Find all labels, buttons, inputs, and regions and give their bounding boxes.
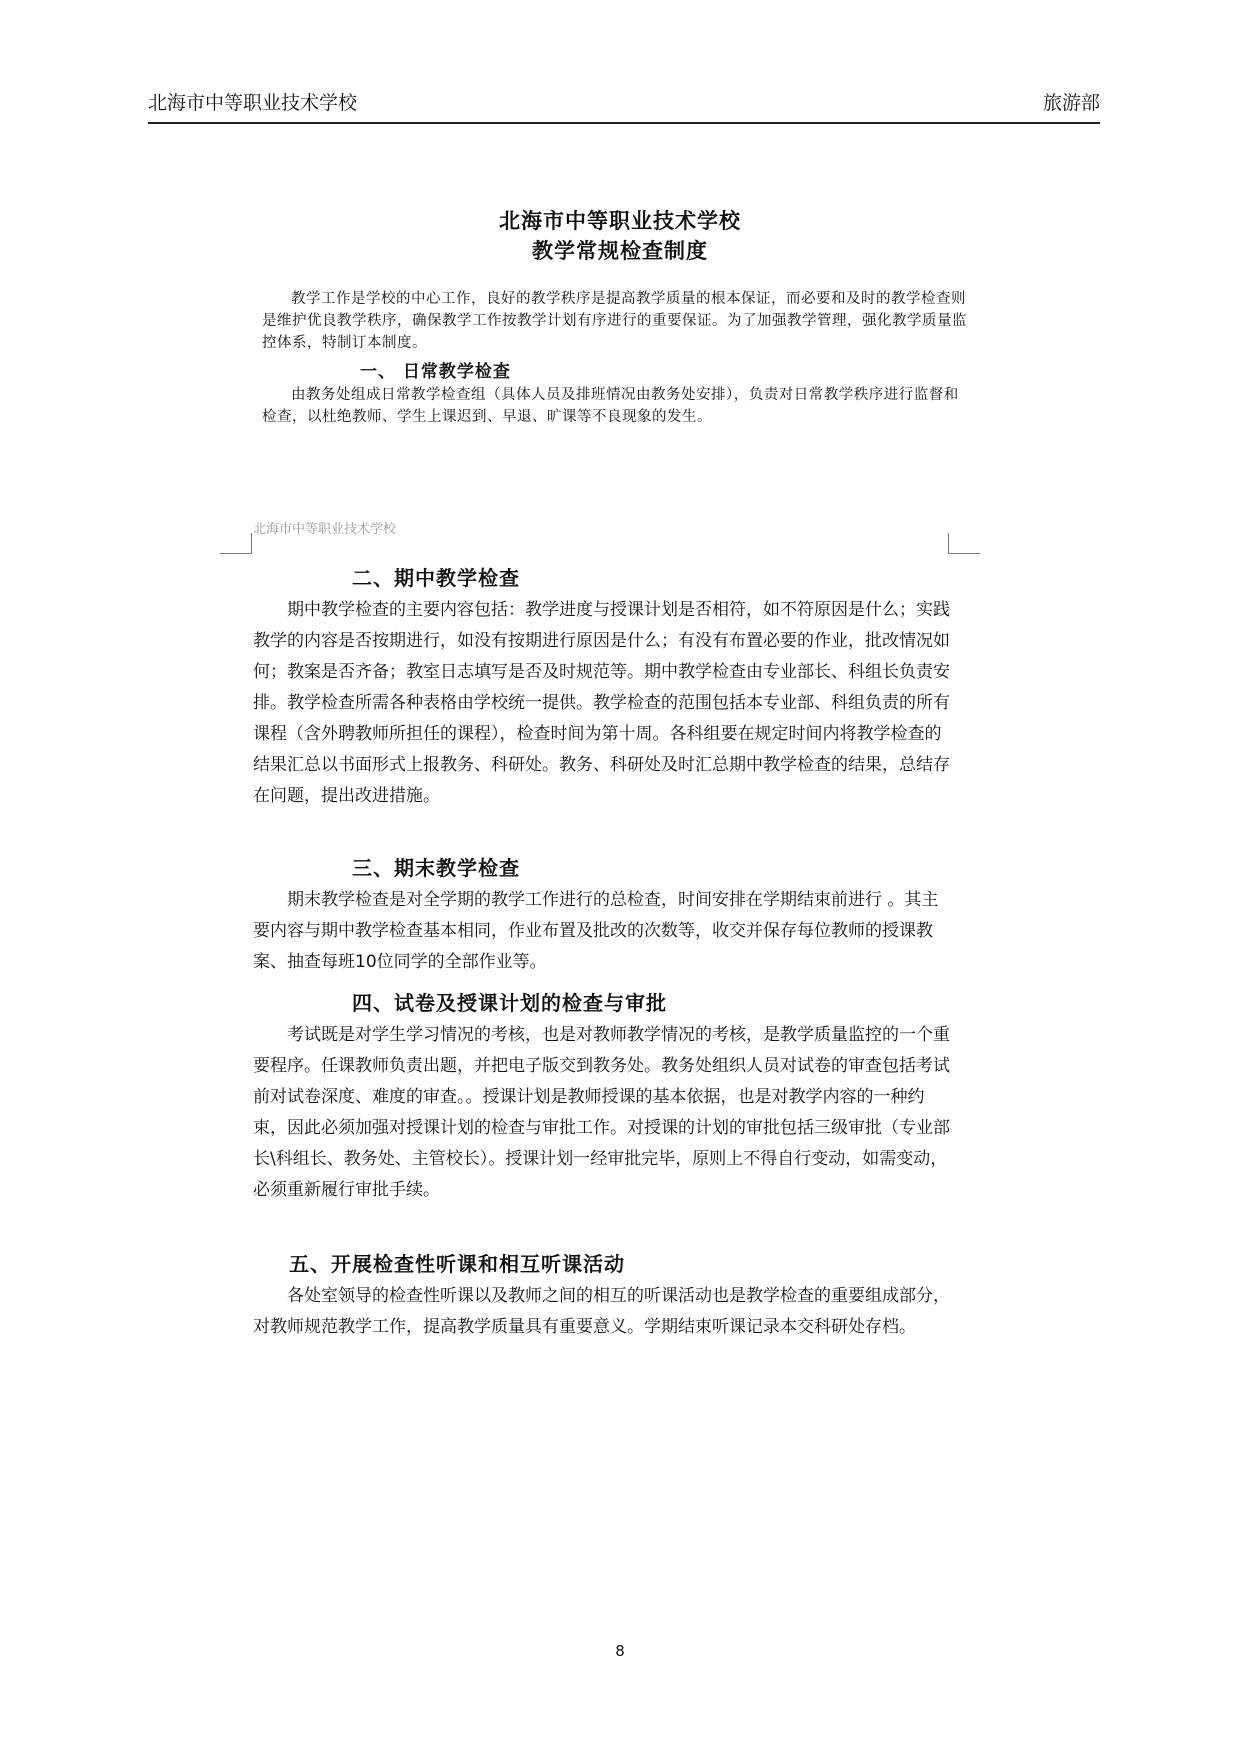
document-title-line2: 教学常规检查制度 — [532, 239, 708, 263]
section4-heading: 四、试卷及授课计划的检查与审批 — [352, 991, 667, 1015]
document-title-line1: 北海市中等职业技术学校 — [499, 209, 741, 233]
section3-heading: 三、期末教学检查 — [352, 856, 520, 880]
section2-body: 期中教学检查的主要内容包括：教学进度与授课计划是否相符，如不符原因是什么；实践教学的内容是否按期进行，如没有按期进行原因是什么；有没有布置必要的作业，批改情况如何；教案是否齐备；教室日志填写是否及时规范等。期中教学检查由专业部长、科组长负责安排。教学检查所需各种表格由学校统一提供。教学检查的范围包括本专业部、科组负责的所有课程（含外聘教师所担任的课程），检查时间为第十周。各科组要在规定时间内将教学检查的结果汇总以书面形式上报教务、科研处。教务、科研处及时汇总期中教学检查的结果，总结存在问题，提出改进措施。 — [253, 600, 950, 806]
page-number: 8 — [615, 1642, 625, 1660]
crop-mark-right-vertical — [948, 533, 949, 554]
crop-mark-left-vertical — [251, 533, 252, 554]
crop-mark-right — [948, 553, 980, 554]
section1-body: 由教务处组成日常教学检查组（具体人员及排班情况由教务处安排），负责对日常教学秩序进行监督和检查，以杜绝教师、学生上课迟到、早退、旷课等不良现象的发生。 — [262, 387, 959, 425]
page-header — [148, 88, 1100, 124]
header-school-name: 北海市中等职业技术学校 — [148, 92, 358, 114]
section5-heading: 五、开展检查性听课和相互听课活动 — [289, 1252, 625, 1276]
intro-paragraph: 教学工作是学校的中心工作，良好的教学秩序是提高教学质量的根本保证，而必要和及时的教学检查则是维护优良教学秩序，确保教学工作按教学计划有序进行的重要保证。为了加强教学管理，强化教学质量监控体系，特制订本制度。 — [262, 291, 967, 351]
section2-heading: 二、期中教学检查 — [352, 566, 520, 590]
section1-heading: 一、 日常教学检查 — [360, 362, 511, 382]
crop-mark-left — [220, 553, 252, 554]
section4-body: 考试既是对学生学习情况的考核，也是对教师教学情况的考核，是教学质量监控的一个重要程序。任课教师负责出题，并把电子版交到教务处。教务处组织人员对试卷的审查包括考试前对试卷深度、难度的审查。。授课计划是教师授课的基本依据，也是对教学内容的一种约束，因此必须加强对授课计划的检查与审批工作。对授课的计划的审批包括三级审批（专业部长\科组长、教务处、主管校长）。授课计划一经审批完毕，原则上不得自行变动，如需变动，必须重新履行审批手续。 — [253, 1025, 950, 1200]
section3-body: 期末教学检查是对全学期的教学工作进行的总检查，时间安排在学期结束前进行 。其主要内容与期中教学检查基本相同，作业布置及批改的次数等，收交并保存每位教师的授课教案、抽查每班10位同学的全部作业等。 — [253, 890, 939, 972]
header-department: 旅游部 — [1042, 92, 1100, 114]
section5-body: 各处室领导的检查性听课以及教师之间的相互的听课活动也是教学检查的重要组成部分，对教师规范教学工作，提高教学质量具有重要意义。学期结束听课记录本交科研处存档。 — [253, 1286, 950, 1337]
embedded-page-header: 北海市中等职业技术学校 — [253, 522, 397, 537]
